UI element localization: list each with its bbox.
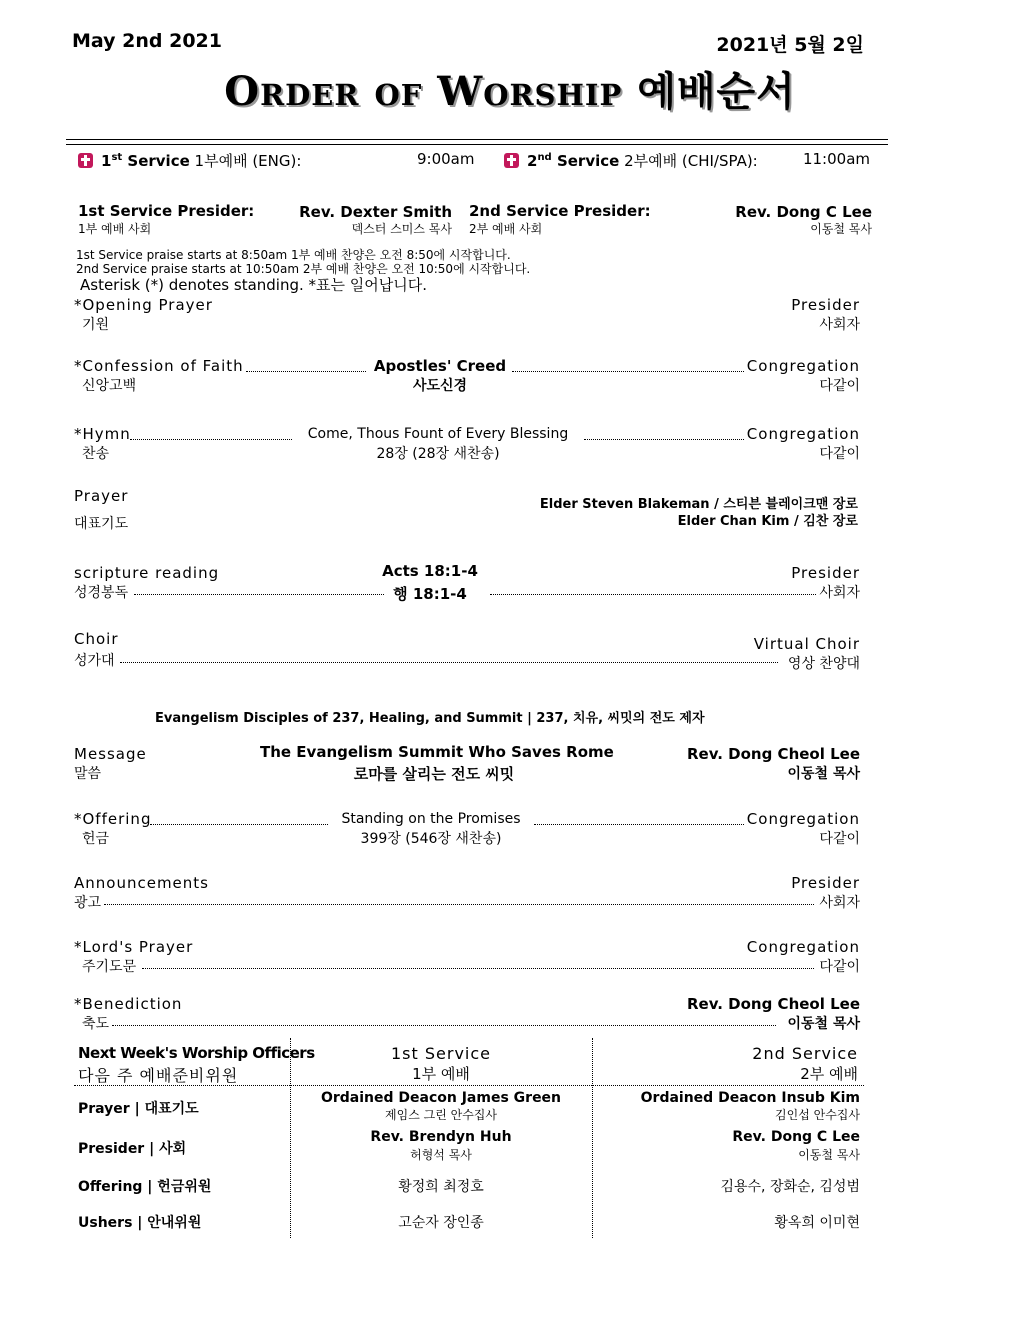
lords-prayer-leader: Congregation [746, 938, 860, 956]
date-english: May 2nd 2021 [72, 30, 222, 52]
opening-label: *Opening Prayer [74, 296, 213, 314]
officer-first: Ordained Deacon James Green [320, 1090, 562, 1106]
lords-prayer-label: *Lord's Prayer [74, 938, 194, 956]
scripture-passage-ko: 행 18:1-4 [393, 585, 467, 603]
announcements-leader-ko: 사회자 [819, 895, 860, 911]
announcements-label-ko: 광고 [74, 895, 102, 911]
item-scripture [74, 562, 860, 604]
second-presider-title-ko: 2부 예배 사회 [469, 222, 543, 236]
item-announcements [74, 874, 860, 916]
announcements-leader: Presider [791, 874, 860, 892]
scripture-label: scripture reading [74, 564, 220, 582]
message-label-ko: 말씀 [74, 766, 102, 782]
first-presider-name-ko: 덱스터 스미스 목사 [351, 222, 452, 236]
choir-label-ko: 성가대 [74, 653, 115, 669]
item-opening-prayer [74, 296, 860, 338]
message-label: Message [74, 745, 147, 763]
item-confession [74, 357, 860, 399]
praise-note-2: 2nd Service praise starts at 10:50am 2부 예배 찬양은 오전 10:50에 시작합니다. [76, 262, 531, 276]
choir-leader-ko: 영상 찬양대 [787, 656, 860, 672]
item-hymn [74, 425, 860, 467]
scripture-passage: Acts 18:1-4 [382, 562, 478, 580]
col-second-service: 2nd Service [752, 1044, 858, 1063]
offering-hymn-title: Standing on the Promises [341, 811, 521, 827]
officer-first-ko: 제임스 그린 안수집사 [385, 1108, 497, 1122]
officer-second: 김용수, 장화순, 김성범 [720, 1179, 860, 1195]
lords-prayer-leader-ko: 다같이 [819, 959, 860, 975]
first-presider-name: Rev. Dexter Smith [299, 203, 452, 221]
officers-role: Ushers | 안내위원 [78, 1215, 202, 1231]
sermon-title: The Evangelism Summit Who Saves Rome [260, 743, 614, 761]
choir-label: Choir [74, 630, 119, 648]
officer-first: 황정희 최정호 [398, 1179, 484, 1195]
confession-label-ko: 신앙고백 [82, 378, 137, 394]
hymn-leader: Congregation [746, 425, 860, 443]
second-presider-name: Rev. Dong C Lee [735, 203, 872, 221]
officer-second: 황옥희 이미현 [774, 1215, 860, 1231]
col-second-service-ko: 2부 예배 [800, 1065, 858, 1083]
offering-hymn-number: 399장 (546장 새찬송) [360, 831, 502, 847]
scripture-leader: Presider [791, 564, 860, 582]
confession-item: Apostles' Creed [373, 357, 507, 375]
officer-first-ko: 허형석 목사 [410, 1148, 472, 1162]
first-service-time: 9:00am [417, 150, 475, 168]
divider-top [66, 139, 888, 140]
message-preacher: Rev. Dong Cheol Lee [686, 745, 860, 763]
offering-leader-ko: 다같이 [819, 831, 860, 847]
officer-first: Rev. Brendyn Huh [370, 1129, 512, 1145]
confession-leader: Congregation [746, 357, 860, 375]
sermon-series: Evangelism Disciples of 237, Healing, and Summit | 237, 치유, 씨밋의 전도 제자 [155, 711, 705, 726]
opening-leader-ko: 사회자 [819, 317, 860, 333]
standing-note: Asterisk (*) denotes standing. *표는 일어납니다. [80, 276, 428, 294]
confession-item-ko: 사도신경 [412, 378, 468, 394]
next-week-title: Next Week's Worship Officers [78, 1044, 315, 1062]
hymn-number: 28장 (28장 새찬송) [376, 446, 500, 462]
first-presider-title-ko: 1부 예배 사회 [78, 222, 152, 236]
item-choir [74, 630, 860, 672]
second-presider-name-ko: 이동철 목사 [810, 222, 872, 236]
offering-label: *Offering [74, 810, 152, 828]
officer-second-ko: 김인섭 안수집사 [775, 1108, 860, 1122]
divider-bottom [66, 144, 888, 145]
confession-label: *Confession of Faith [74, 357, 244, 375]
col-first-service-ko: 1부 예배 [412, 1065, 470, 1083]
offering-label-ko: 헌금 [82, 831, 110, 847]
item-offering [74, 810, 860, 852]
opening-label-ko: 기원 [82, 317, 110, 333]
cross-icon [504, 153, 519, 168]
item-prayer [74, 487, 860, 537]
confession-leader-ko: 다같이 [819, 378, 860, 394]
hymn-label: *Hymn [74, 425, 131, 443]
choir-leader: Virtual Choir [753, 635, 860, 653]
praise-note-1: 1st Service praise starts at 8:50am 1부 예배 찬양은 오전 8:50에 시작합니다. [76, 248, 511, 262]
officer-second-ko: 이동철 목사 [798, 1148, 860, 1162]
offering-leader: Congregation [746, 810, 860, 828]
next-week-title-ko: 다음 주 예배준비위원 [78, 1066, 239, 1085]
date-korean: 2021년 5월 2일 [716, 34, 864, 56]
item-benediction [74, 995, 860, 1037]
first-service: 1st Service 1부예배 (ENG): [78, 150, 301, 171]
table-divider-2 [592, 1038, 593, 1238]
hymn-label-ko: 찬송 [82, 446, 110, 462]
second-presider-title: 2nd Service Presider: [469, 202, 651, 220]
announcements-label: Announcements [74, 874, 209, 892]
prayer-label-ko: 대표기도 [74, 516, 129, 532]
item-message [74, 743, 860, 785]
item-lords-prayer [74, 938, 860, 980]
benediction-minister: Rev. Dong Cheol Lee [686, 995, 860, 1013]
benediction-label: *Benediction [74, 995, 183, 1013]
officer-second: Rev. Dong C Lee [732, 1129, 860, 1145]
officer-first: 고순자 장인종 [398, 1215, 484, 1231]
officer-second: Ordained Deacon Insub Kim [640, 1090, 860, 1106]
col-first-service: 1st Service [390, 1044, 491, 1063]
page-title: ORDER OF WORSHIP 예배순서 [224, 68, 796, 115]
first-presider-title: 1st Service Presider: [78, 202, 255, 220]
prayer-label: Prayer [74, 487, 129, 505]
message-preacher-ko: 이동철 목사 [787, 766, 860, 782]
scripture-leader-ko: 사회자 [819, 585, 860, 601]
second-service: 2nd Service 2부예배 (CHI/SPA): [504, 150, 758, 171]
officers-role: Prayer | 대표기도 [78, 1101, 199, 1117]
cross-icon [78, 153, 93, 168]
opening-leader: Presider [791, 296, 860, 314]
benediction-minister-ko: 이동철 목사 [787, 1016, 860, 1032]
officers-role: Offering | 헌금위원 [78, 1179, 212, 1195]
scripture-label-ko: 성경봉독 [74, 585, 129, 601]
second-service-time: 11:00am [802, 150, 870, 168]
prayer-leader-2: Elder Chan Kim / 김찬 장로 [677, 514, 858, 529]
sermon-title-ko: 로마를 살리는 전도 씨밋 [353, 765, 515, 783]
lords-prayer-label-ko: 주기도문 [82, 959, 137, 975]
officers-role: Presider | 사회 [78, 1141, 187, 1157]
hymn-title: Come, Thous Fount of Every Blessing [307, 426, 569, 442]
benediction-label-ko: 축도 [82, 1016, 110, 1032]
hymn-leader-ko: 다같이 [819, 446, 860, 462]
prayer-leader-1: Elder Steven Blakeman / 스티븐 블레이크맨 장로 [539, 497, 858, 512]
